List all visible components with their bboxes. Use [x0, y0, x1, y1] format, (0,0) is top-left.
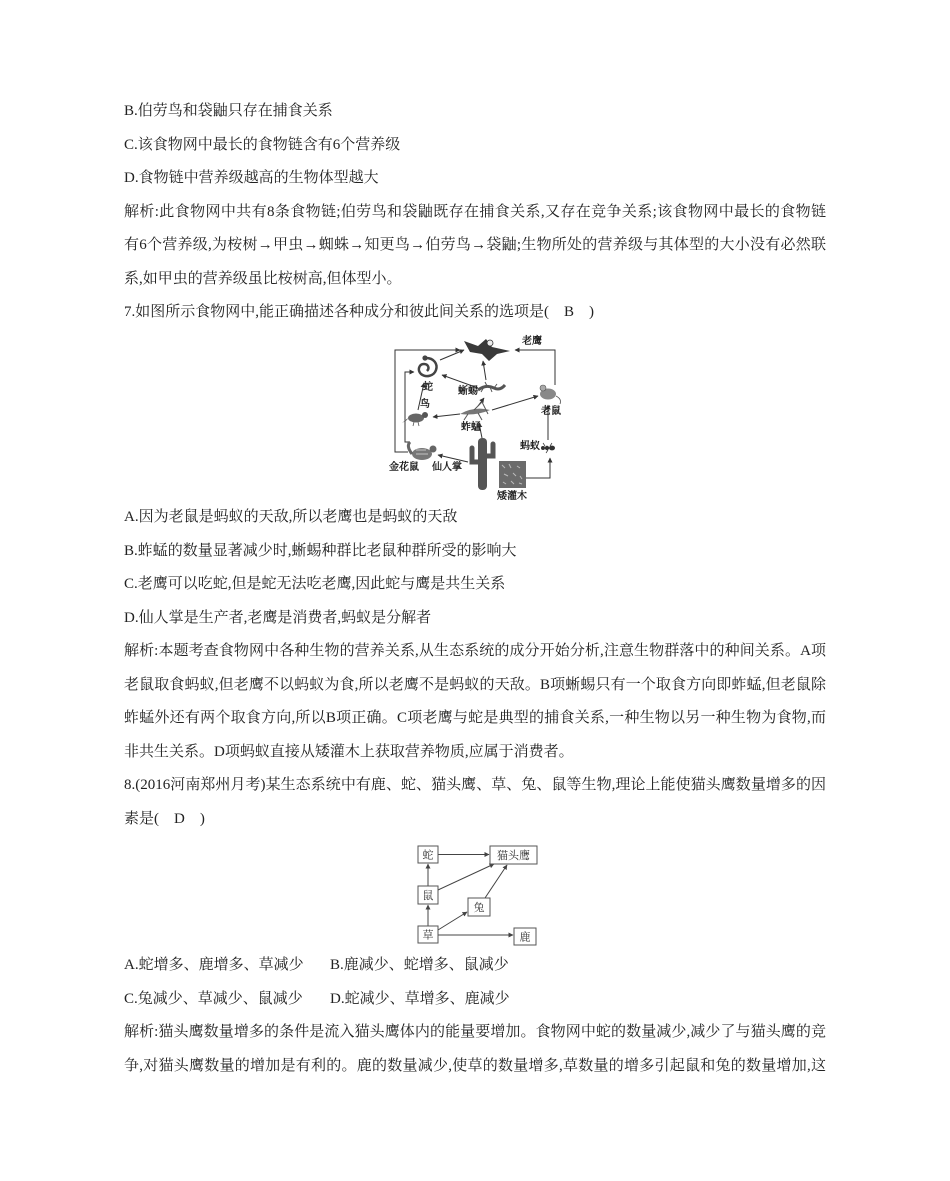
q6-option-c: C.该食物网中最长的食物链含有6个营养级	[124, 136, 401, 153]
q7-option-a: A.因为老鼠是蚂蚁的天敌,所以老鹰也是蚂蚁的天敌	[124, 509, 458, 525]
snake-head	[422, 355, 427, 360]
label-bird: 鸟	[420, 398, 430, 410]
ant-head	[541, 446, 545, 450]
q8-option-a: A.蛇增多、鹿增多、草减少	[124, 957, 304, 973]
mouse-tail	[556, 396, 561, 404]
q8-option-c: C.兔减少、草减少、鼠减少	[124, 990, 303, 1007]
label-shrub: 矮灌木	[497, 490, 527, 501]
lizard-body	[478, 385, 505, 390]
chipmunk-tail	[408, 442, 412, 454]
q7-analysis-line-4: 非共生关系。D项蚂蚁直接从矮灌木上获取营养物质,应属于消费者。	[124, 743, 574, 760]
snake-icon	[419, 355, 437, 376]
arrow-grasshopper-to-mouse	[492, 396, 538, 410]
arrow-rat-to-owl	[438, 864, 494, 890]
arrow-shrub-to-ant	[526, 458, 550, 478]
arrow-grasshopper-to-bird	[433, 414, 460, 417]
q7-option-d: D.仙人掌是生产者,老鹰是消费者,蚂蚁是分解者	[124, 609, 432, 626]
arrow-chipmunk-to-snake	[405, 372, 414, 442]
box-food-web-diagram	[410, 842, 545, 948]
q6-option-d: D.食物链中营养级越高的生物体型越大	[124, 170, 379, 186]
q7-option-c: C.老鹰可以吃蛇,但是蛇无法吃老鹰,因此蛇与鹰是共生关系	[124, 576, 506, 592]
cactus-right-arm	[487, 444, 493, 456]
shrub-icon	[499, 461, 526, 488]
lizard-icon	[478, 382, 505, 392]
bird-head	[422, 412, 428, 418]
label-box-deer: 鹿	[519, 931, 531, 944]
arrow-mouse-to-eagle	[515, 350, 555, 385]
label-box-snake: 蛇	[422, 849, 434, 862]
label-chipmunk: 金花鼠	[389, 461, 419, 473]
arrow-lizard-to-eagle	[483, 361, 486, 380]
label-eagle: 老鹰	[522, 335, 542, 347]
q8-option-b: B.鹿减少、蛇增多、鼠减少	[330, 957, 509, 973]
arrow-cactus-to-chipmunk	[438, 455, 468, 462]
label-box-owl: 猫头鹰	[497, 850, 530, 862]
q8-analysis-line-2: 争,对猫头鹰数量的增加是有利的。鹿的数量减少,使草的数量增多,草数量的增多引起鼠和兔的数量增加,这	[124, 1057, 826, 1074]
mouse-ear	[540, 385, 546, 391]
label-box-rabbit: 兔	[473, 902, 485, 914]
q7-analysis-line-3: 蚱蜢外还有两个取食方向,所以B项正确。C项老鹰与蛇是典型的捕食关系,一种生物以另一种生物为食物,而	[124, 710, 826, 726]
label-ant: 蚂蚁	[520, 440, 540, 452]
label-grasshopper: 蚱蜢	[461, 421, 481, 433]
bird-icon	[402, 412, 428, 426]
q7-food-web-figure	[124, 330, 826, 502]
label-cactus: 仙人掌	[432, 461, 462, 473]
arrow-snake-to-eagle	[440, 350, 464, 360]
q8-analysis-line-1: 解析:猫头鹰数量增多的条件是流入猫头鹰体内的能量要增加。食物网中蛇的数量减少,减少了与猫头鹰的竞	[124, 1024, 826, 1040]
q6-option-b: B.伯劳鸟和袋鼬只存在捕食关系	[124, 103, 333, 119]
food-web-diagram	[378, 330, 568, 501]
q7-analysis-line-2: 老鼠取食蚂蚁,但老鹰不以蚂蚁为食,所以老鹰不是蚂蚁的天敌。B项蜥蜴只有一个取食方向即蚱蜢,但老鼠除	[124, 676, 826, 693]
q8-options-row-1	[124, 949, 826, 983]
chipmunk-head	[430, 445, 437, 452]
ant-thorax	[545, 445, 549, 449]
page-content	[124, 95, 826, 1083]
q6-analysis-line-3: 系,如甲虫的营养级虽比桉树高,但体型小。	[124, 270, 402, 287]
eagle-icon	[464, 339, 510, 361]
bird-body	[408, 413, 424, 422]
ant-abdomen	[549, 445, 555, 450]
label-box-rat: 鼠	[422, 890, 434, 902]
cactus-icon	[472, 438, 493, 490]
mouse-icon	[540, 385, 561, 404]
q7-analysis-line-1: 解析:本题考查食物网中各种生物的营养关系,从生态系统的成分开始分析,注意生物群落中的种间关系。A项	[124, 643, 826, 659]
q6-analysis-line-1: 解析:此食物网中共有8条食物链;伯劳鸟和袋鼬既存在捕食关系,又存在竞争关系;该食物网中最长的食物链	[124, 203, 826, 220]
q7-stem: 7.如图所示食物网中,能正确描述各种成分和彼此间关系的选项是( B )	[124, 304, 594, 320]
label-box-grass: 草	[422, 929, 434, 942]
q8-food-web-figure	[124, 836, 826, 949]
arrow-grass-to-rabbit	[438, 912, 467, 930]
grasshopper-icon	[460, 402, 490, 420]
q8-stem-line-1: 8.(2016河南郑州月考)某生态系统中有鹿、蛇、猫头鹰、草、兔、鼠等生物,理论上能使猫头鹰数量增多的因	[124, 777, 826, 793]
arrow-rabbit-to-owl	[485, 865, 507, 898]
q6-analysis-line-2: 有6个营养级,为桉树→甲虫→蜘蛛→知更鸟→伯劳鸟→袋鼬;生物所处的营养级与其体型的大小没有必然联	[124, 237, 826, 253]
q8-options-row-2	[124, 983, 826, 1017]
eagle-head	[487, 340, 493, 346]
label-lizard: 蜥蜴	[458, 385, 478, 397]
q8-stem-line-2: 素是( D )	[124, 810, 205, 827]
label-mouse: 老鼠	[541, 405, 561, 417]
cactus-left-arm	[472, 448, 478, 462]
bird-legs	[413, 422, 419, 426]
ant-icon	[541, 443, 555, 453]
q8-option-d: D.蛇减少、草增多、鹿减少	[330, 990, 510, 1007]
chipmunk-icon	[408, 442, 436, 460]
label-snake: 蛇	[423, 381, 433, 393]
snake-coil	[419, 358, 437, 376]
q7-option-b: B.蚱蜢的数量显著减少时,蜥蜴种群比老鼠种群所受的影响大	[124, 542, 517, 559]
